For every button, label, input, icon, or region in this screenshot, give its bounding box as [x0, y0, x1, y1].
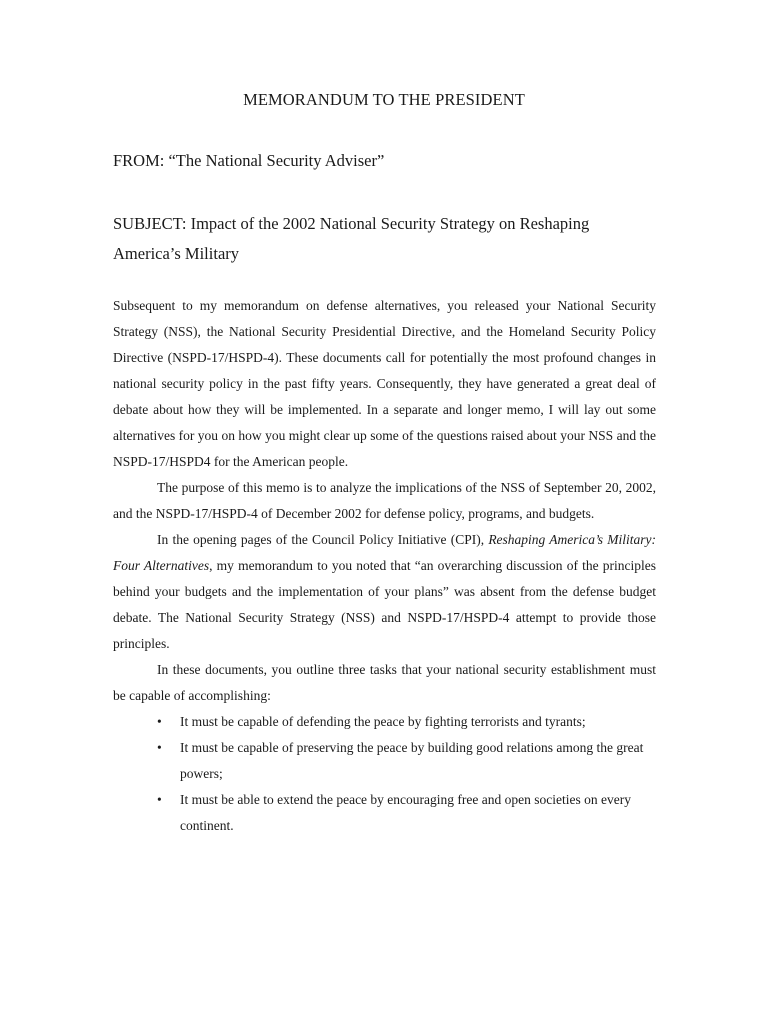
bullet-icon: •: [157, 792, 162, 807]
list-item: [113, 787, 656, 839]
list-item: [113, 709, 656, 735]
bullet-icon: •: [157, 714, 162, 729]
memo-title: MEMORANDUM TO THE PRESIDENT: [243, 90, 525, 109]
memo-body: [113, 293, 656, 839]
paragraph-1: Subsequent to my memorandum on defense alternatives, you released your National Security Strategy (NSS), the National Security Presidential Directive, and the Homeland Security Policy Directive (NSPD-17/HSPD-4). These documents call for potentially the most profound changes in national security policy in the past fifty years. Consequently, they have generated a great deal of debate about how they will be implemented. In a separate and longer memo, I will lay out some alternatives for you on how you might clear up some of the questions raised about your NSS and the NSPD-17/HSPD4 for the American people.: [113, 298, 656, 469]
paragraph-3: [113, 527, 656, 657]
paragraph-3-italic-title: Reshaping America’s Military: Four Alternatives: [113, 532, 656, 573]
memo-from-line: FROM: “The National Security Adviser”: [113, 151, 385, 170]
task-text: It must be able to extend the peace by encouraging free and open societies on every continent.: [180, 792, 631, 833]
list-item: [113, 735, 656, 787]
subject-label: SUBJECT:: [113, 214, 187, 233]
task-text: It must be capable of preserving the peace by building good relations among the great powers;: [180, 740, 644, 781]
subject-text: Impact of the 2002 National Security Strategy on Reshaping America’s Military: [113, 214, 590, 263]
paragraph-3-part-a: In the opening pages of the Council Policy Initiative (CPI),: [157, 532, 489, 547]
memo-subject-line: [113, 209, 658, 269]
task-list: [113, 709, 656, 839]
paragraph-2: The purpose of this memo is to analyze the implications of the NSS of September 20, 2002, and the NSPD-17/HSPD-4 of December 2002 for defense policy, programs, and budgets.: [113, 480, 656, 521]
paragraph-4: In these documents, you outline three tasks that your national security establishment must be capable of accomplishing:: [113, 662, 656, 703]
task-text: It must be capable of defending the peace by fighting terrorists and tyrants;: [180, 714, 586, 729]
bullet-icon: •: [157, 740, 162, 755]
paragraph-3-part-b: , my memorandum to you noted that “an overarching discussion of the principles behind your budgets and the implementation of your plans” was absent from the defense budget debate. The National Security Strategy (NSS) and NSPD-17/HSPD-4 attempt to provide those principles.: [113, 558, 656, 651]
